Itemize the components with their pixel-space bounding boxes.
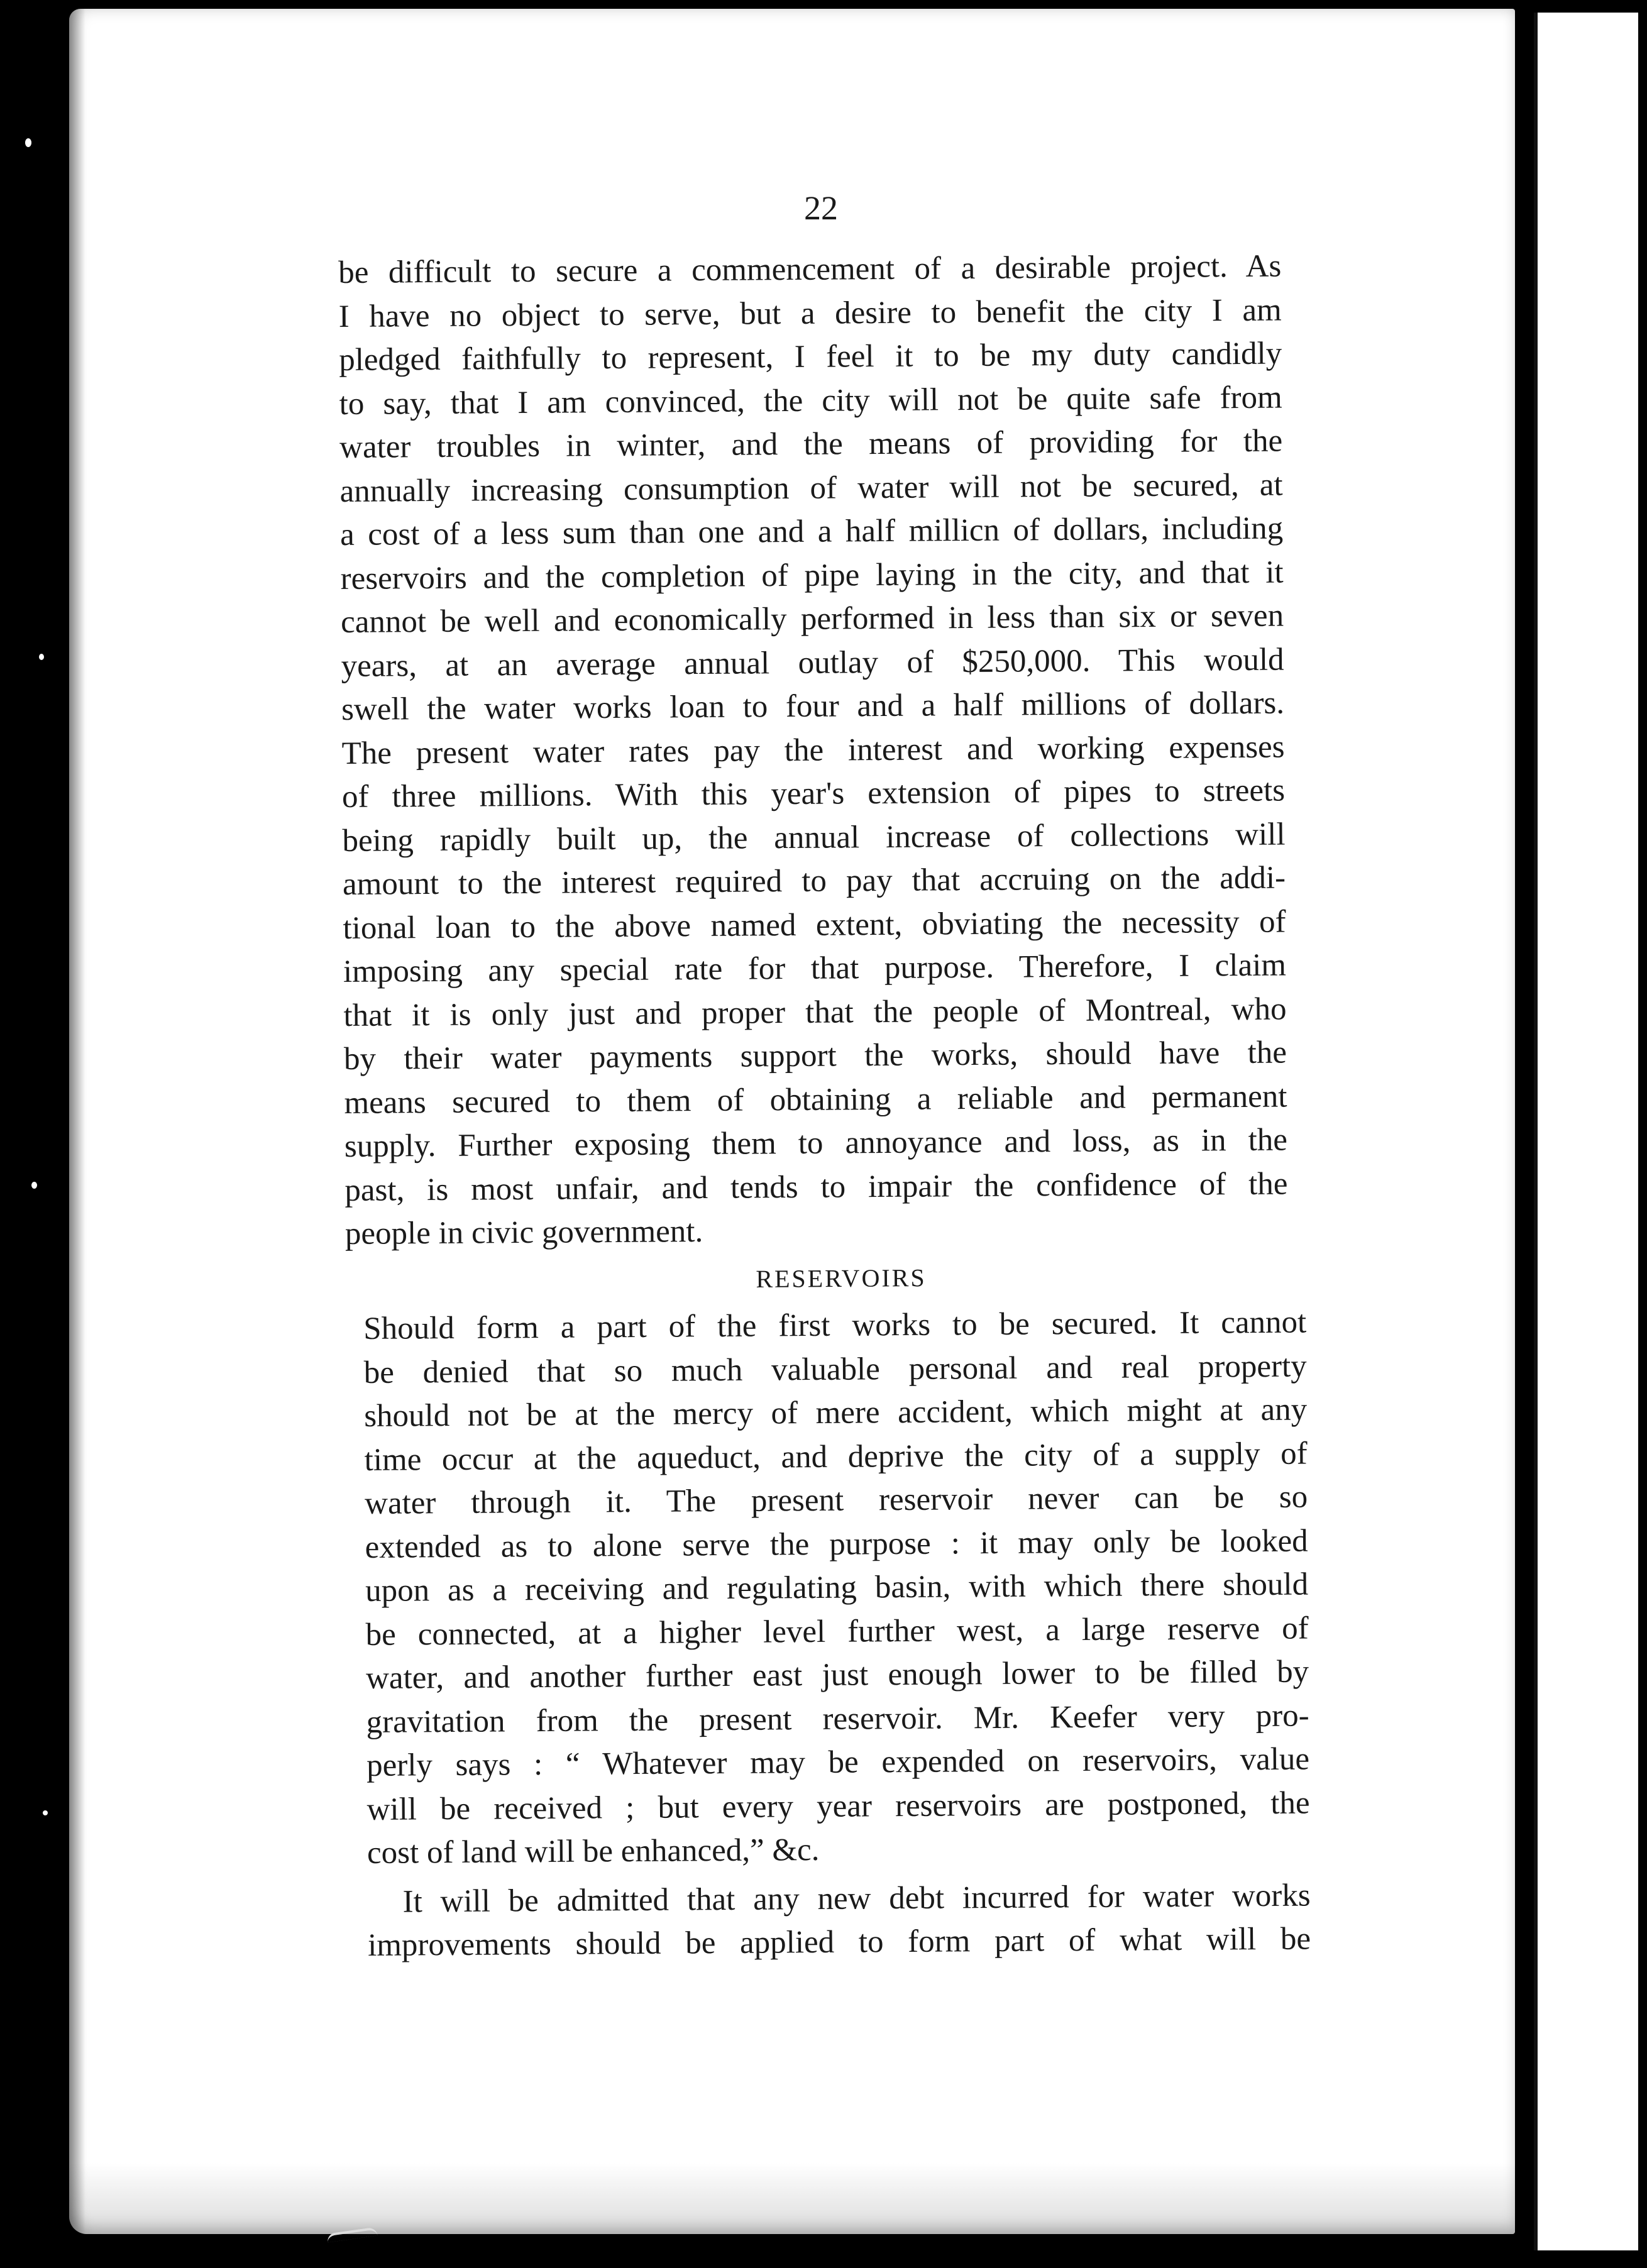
text-line: improvements should be applied to form part of what will be	[367, 1921, 1311, 1963]
text-line: of three millions. With this year's extension of pipes to streets	[341, 773, 1286, 815]
text-line: water, and another further east just enough lower to be filled by	[365, 1654, 1309, 1696]
text-line: tional loan to the above named extent, obviating the necessity of	[343, 904, 1286, 946]
page-number: 22	[804, 189, 838, 227]
text-line: swell the water works loan to four and a half millions of dollars.	[341, 685, 1285, 727]
text-line: should not be at the mercy of mere accident, which might at any	[364, 1392, 1308, 1434]
text-line: being rapidly built up, the annual increase of collections will	[342, 817, 1286, 859]
text-line: that it is only just and proper that the people of Montreal, who	[343, 991, 1287, 1033]
text-line: people in civic government.	[344, 1213, 703, 1252]
paragraph-2	[363, 1301, 1311, 1968]
text-line: by their water payments support the works, should have the	[343, 1035, 1287, 1077]
margin-speck	[31, 1182, 37, 1189]
text-line: Should form a part of the first works to be secured. It cannot	[363, 1304, 1307, 1346]
text-line: will be received ; but every year reservoirs are postponed, the	[366, 1785, 1310, 1827]
text-line: annually increasing consumption of water will not be secured, at	[339, 467, 1283, 509]
text-line: It will be admitted that any new debt incurred for water works	[402, 1878, 1311, 1920]
text-line: gravitation from the present reservoir. Mr. Keefer very pro-	[366, 1698, 1309, 1740]
text-line: reservoirs and the completion of pipe laying in the city, and that it	[340, 554, 1284, 597]
margin-speck	[39, 654, 44, 660]
text-line: extended as to alone serve the purpose : it may only be looked	[365, 1523, 1308, 1565]
text-line: be denied that so much valuable personal and real property	[363, 1348, 1307, 1390]
text-line: I have no object to serve, but a desire to benefit the city I am	[338, 292, 1282, 334]
text-line: to say, that I am convinced, the city will not be quite safe from	[339, 380, 1282, 422]
text-line: water through it. The present reservoir never can be so	[364, 1479, 1308, 1521]
text-line: years, at an average annual outlay of $250,000. This would	[341, 642, 1284, 684]
text-line: past, is most unfair, and tends to impair the confidence of the	[344, 1165, 1288, 1208]
text-line: a cost of a less sum than one and a half millicn of dollars, including	[339, 510, 1284, 553]
margin-speck	[25, 138, 31, 147]
text-line: amount to the interest required to pay that accruing on the addi-	[342, 860, 1286, 902]
paragraph-1	[338, 245, 1288, 1257]
text-line: be difficult to secure a commencement of a desirable project. As	[338, 248, 1282, 290]
text-line: upon as a receiving and regulating basin, with which there should	[365, 1566, 1309, 1609]
binding-shadow	[69, 9, 85, 2234]
text-line: The present water rates pay the interest and working expenses	[341, 729, 1285, 771]
text-line: water troubles in winter, and the means of providing for the	[339, 423, 1283, 465]
text-line: be connected, at a higher level further west, a large reserve of	[365, 1610, 1309, 1653]
text-line: time occur at the aqueduct, and deprive the city of a supply of	[364, 1436, 1308, 1478]
margin-speck	[43, 1810, 48, 1815]
text-line: pledged faithfully to represent, I feel it to be my duty candidly	[339, 336, 1282, 378]
bottom-shadow	[69, 2162, 1515, 2234]
next-page-sliver	[1534, 13, 1638, 2250]
text-line: cannot be well and economically performed in less than six or seven	[340, 598, 1284, 640]
text-line: imposing any special rate for that purpose. Therefore, I claim	[343, 947, 1287, 989]
text-line: cost of land will be enhanced,” &c.	[366, 1832, 820, 1871]
text-line: supply. Further exposing them to annoyance and loss, as in the	[344, 1122, 1288, 1164]
text-line: perly says : “ Whatever may be expended on reservoirs, value	[366, 1741, 1310, 1783]
text-line: means secured to them of obtaining a reliable and permanent	[344, 1078, 1287, 1121]
section-heading: RESERVOIRS	[756, 1263, 927, 1293]
